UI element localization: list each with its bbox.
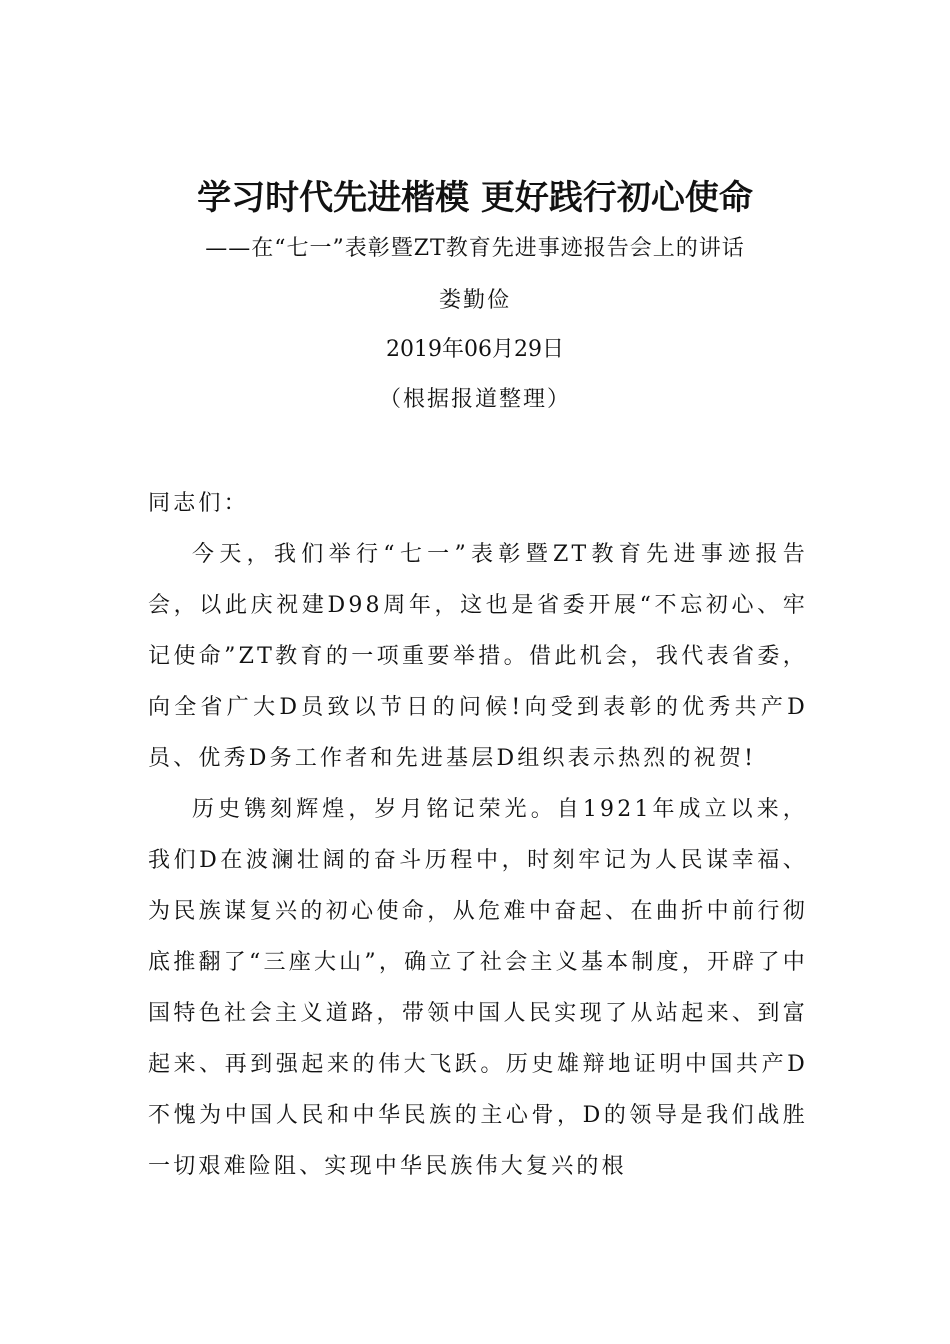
speech-date: 2019年06月29日 [386, 337, 564, 362]
paragraph-1: 今天，我们举行“七一”表彰暨ZT教育先进事迹报告会，以此庆祝建D98周年，这也是省委开展“不忘初心、牢记使命”ZT教育的一项重要举措。借此机会，我代表省委，向全省广大D员致以节日的问候!向受到表彰的优秀共产D员、优秀D务工作者和先进基层D组织表示热烈的祝贺! [148, 542, 808, 771]
document-subtitle: ——在“七一”表彰暨ZT教育先进事迹报告会上的讲话 [205, 236, 745, 261]
paragraph-2: 历史镌刻辉煌，岁月铭记荣光。自1921年成立以来，我们D在波澜壮阔的奋斗历程中，时刻牢记为人民谋幸福、为民族谋复兴的初心使命，从危难中奋起、在曲折中前行彻底推翻了“三座大山”，确立了社会主义基本制度，开辟了中国特色社会主义道路，带领中国人民实现了从站起来、到富起来、再到强起来的伟大飞跃。历史雄辩地证明中国共产D不愧为中国人民和中华民族的主心骨，D的领导是我们战胜一切艰难险阻、实现中华民族伟大复兴的根 [148, 797, 808, 1179]
document-title: 学习时代先进楷模 更好践行初心使命 [197, 178, 753, 218]
document-body [148, 478, 808, 1192]
author-name: 娄勤俭 [438, 288, 511, 313]
source-note: （根据报道整理） [378, 387, 571, 412]
salutation: 同志们： [148, 491, 249, 516]
